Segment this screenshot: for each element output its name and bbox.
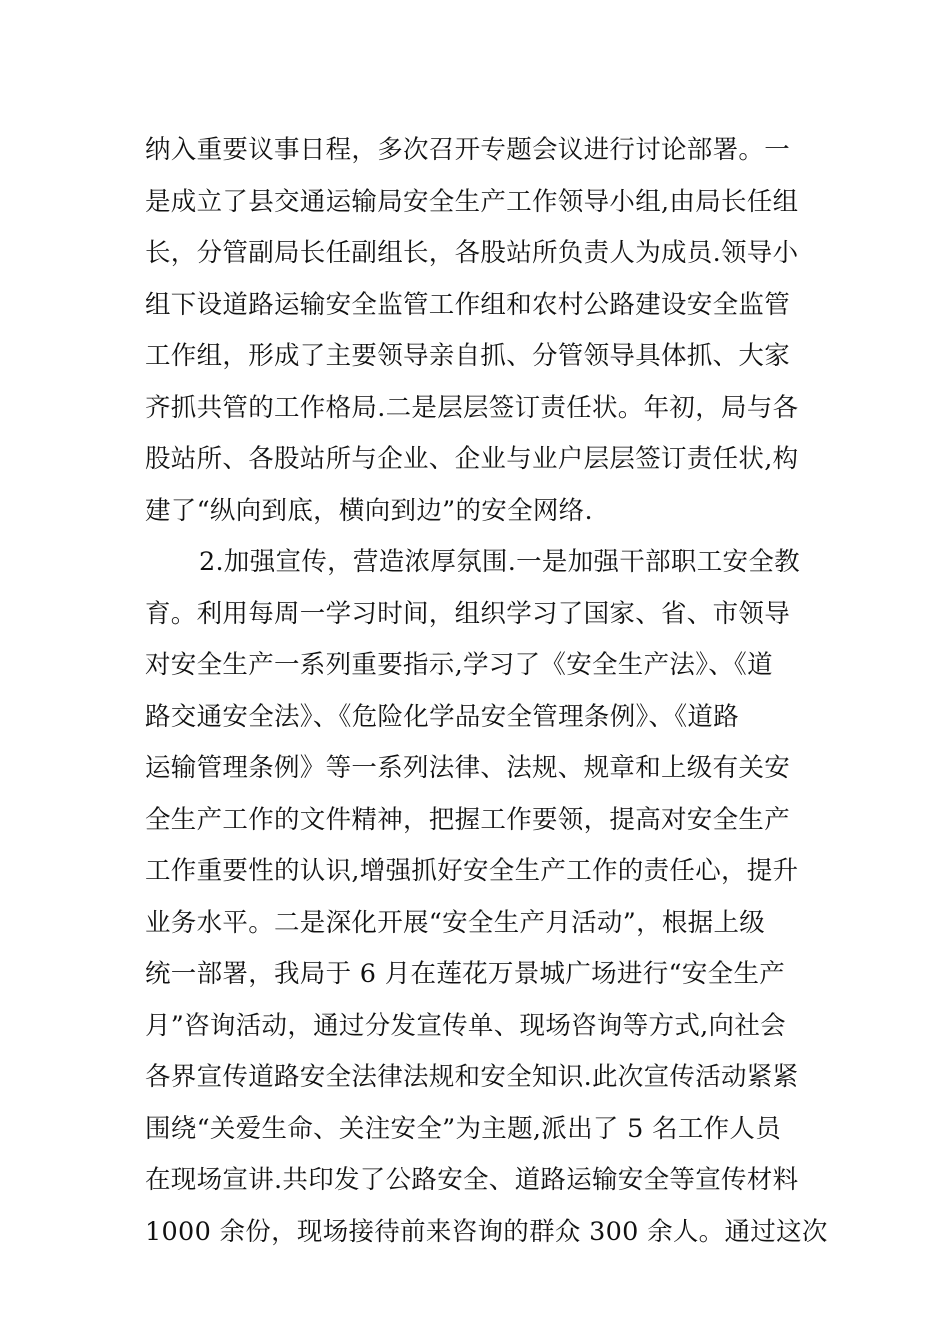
text-line: 工作组，形成了主要领导亲自抓、分管领导具体抓、大家 bbox=[145, 341, 791, 371]
text-line: 运输管理条例》等一系列法律、法规、规章和上级有关安 bbox=[145, 753, 791, 783]
text-line: 路交通安全法》、《危险化学品安全管理条例》、《道路 bbox=[145, 701, 740, 732]
text-line: 长，分管副局长任副组长，各股站所负责人为成员.领导小 bbox=[145, 238, 799, 268]
text-line: 工作重要性的认识,增强抓好安全生产工作的责任心，提升 bbox=[145, 856, 799, 886]
text-line: 在现场宣讲.共印发了公路安全、道路运输安全等宣传材料 bbox=[145, 1165, 799, 1195]
text-line: 业务水平。二是深化开展“安全生产月活动”，根据上级 bbox=[145, 907, 766, 938]
body-text bbox=[145, 125, 828, 1258]
text-line: 纳入重要议事日程，多次召开专题会议进行讨论部署。一 bbox=[145, 135, 791, 165]
text-line: 统一部署，我局于 6 月在莲花万景城广场进行“安全生产 bbox=[145, 959, 786, 989]
text-line: 月”咨询活动，通过分发宣传单、现场咨询等方式,向社会 bbox=[145, 1010, 786, 1041]
text-line: 齐抓共管的工作格局.二是层层签订责任状。年初，局与各 bbox=[145, 392, 799, 423]
text-line: 股站所、各股站所与企业、企业与业户层层签订责任状,构 bbox=[145, 444, 799, 474]
text-line: 育。利用每周一学习时间，组织学习了国家、省、市领导 bbox=[145, 598, 791, 629]
text-line: 各界宣传道路安全法律法规和安全知识.此次宣传活动紧紧 bbox=[145, 1062, 799, 1092]
text-line: 1000 余份，现场接待前来咨询的群众 300 余人。通过这次 bbox=[145, 1216, 828, 1247]
text-line: 建了“纵向到底，横向到边”的安全网络. bbox=[145, 495, 593, 526]
text-line: 是成立了县交通运输局安全生产工作领导小组,由局长任组 bbox=[145, 186, 799, 217]
text-line: 全生产工作的文件精神，把握工作要领，提高对安全生产 bbox=[145, 804, 791, 835]
paragraph-start-line: 2.加强宣传，营造浓厚氛围.一是加强干部职工安全教 bbox=[199, 547, 800, 577]
text-line: 围绕“关爱生命、关注安全”为主题,派出了 5 名工作人员 bbox=[145, 1113, 782, 1144]
text-line: 组下设道路运输安全监管工作组和农村公路建设安全监管 bbox=[145, 289, 791, 320]
text-line: 对安全生产一系列重要指示,学习了《安全生产法》、《道 bbox=[145, 650, 773, 680]
